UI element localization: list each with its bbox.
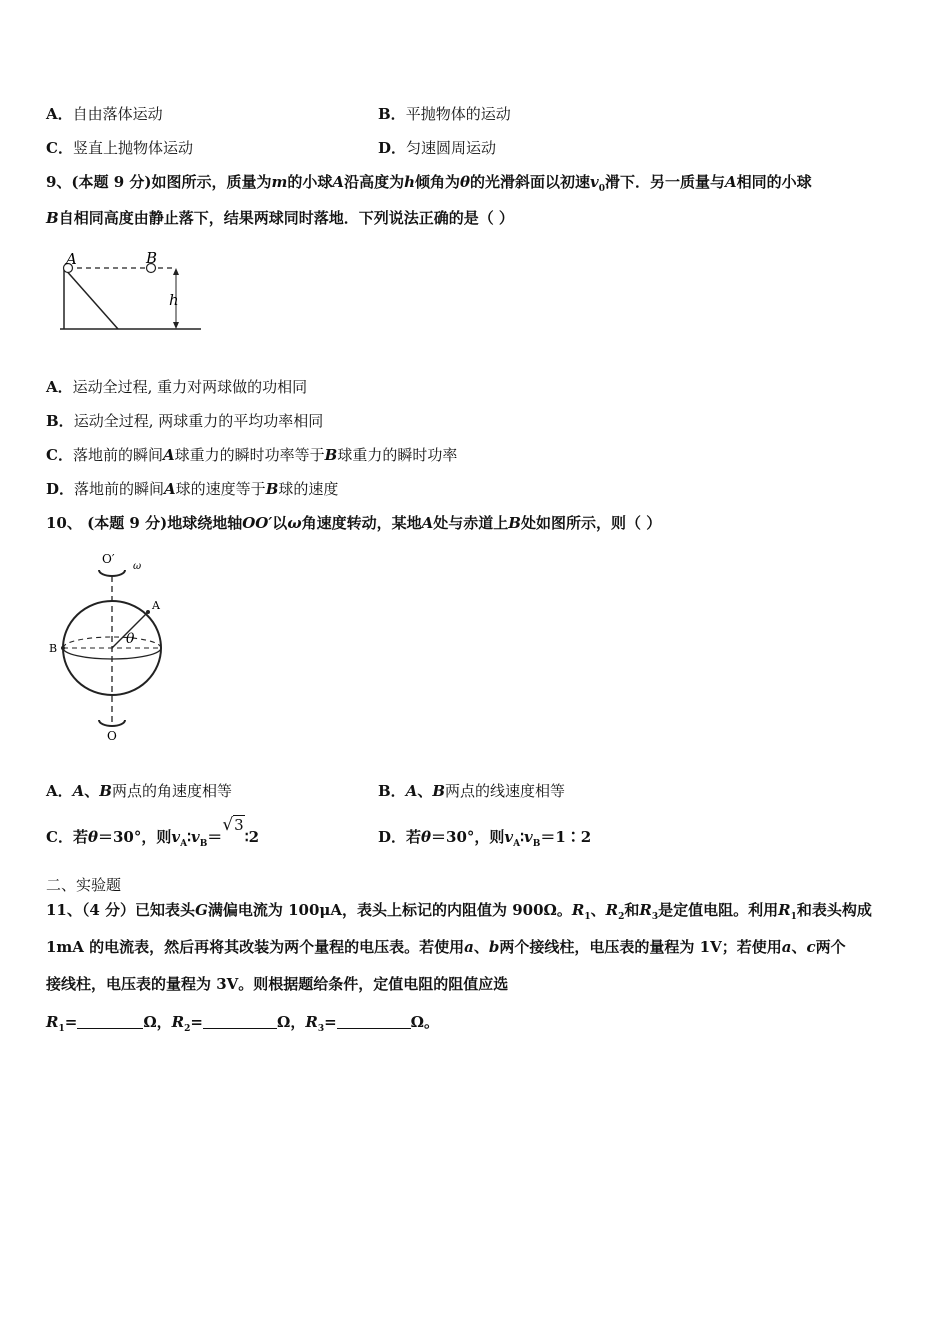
q8-option-c: C．竖直上抛物体运动 [46, 139, 193, 157]
q11-answer-blanks: $R_1= \Omega$，$R_2= \Omega$，$R_3= \Omega$。 [46, 1013, 440, 1034]
q9-stem-line2: B自相同高度由静止落下，结果两球同时落地．下列说法正确的是（ ） [46, 209, 514, 227]
q10-stem: 10、 (本题 9 分)地球绕地轴OO′以ω角速度转动，某地A处与赤道上B处如图所示，则（ ） [46, 514, 662, 532]
q10-option-a: A．A、B两点的角速度相等 [46, 782, 232, 800]
q9-label-h: h [169, 291, 179, 309]
q9-option-c: C．落地前的瞬间A球重力的瞬时功率等于B球重力的瞬时功率 [46, 446, 458, 464]
q10-label-a: A [152, 599, 160, 612]
r3-answer-blank[interactable] [337, 1014, 411, 1029]
section-title-experiment: 二、实验题 [46, 876, 122, 894]
q9-label-a: A [66, 250, 77, 268]
q9-option-d: D．落地前的瞬间A球的速度等于B球的速度 [46, 480, 339, 498]
q8-option-a: A．自由落体运动 [46, 105, 163, 123]
q10-top-rotation-arrow [99, 570, 125, 576]
q10-label-o-bottom: O [107, 729, 117, 743]
q10-label-o-top: O′ [102, 552, 115, 566]
r2-answer-blank[interactable] [203, 1014, 277, 1029]
q9-label-b: B [146, 249, 158, 267]
q9-incline-figure [56, 248, 206, 334]
q10-label-theta: θ [126, 631, 135, 647]
r1-answer-blank[interactable] [77, 1014, 143, 1029]
q10-sqrt3: √3 [222, 815, 244, 835]
q8-option-d: D．匀速圆周运动 [378, 139, 497, 157]
q10-point-b [61, 646, 65, 650]
q9-option-b: B．运动全过程, 两球重力的平均功率相同 [46, 412, 324, 430]
q10-option-b: B．A、B两点的线速度相等 [378, 782, 566, 800]
q9-option-a: A．运动全过程, 重力对两球做的功相同 [46, 378, 308, 396]
q10-label-b: B [49, 642, 58, 655]
q10-earth-figure [44, 548, 174, 746]
q11-line1: 11、（4 分）已知表头G满偏电流为 100μA，表头上标记的内阻值为 900Ω。$R_1$、$R_2$和$R_3$是定值电阻。利用$R_1$和表头构成 [46, 901, 872, 922]
q11-line3: 接线柱，电压表的量程为 3V。则根据题给条件，定值电阻的阻值应选 [46, 975, 509, 993]
q9-arrow-head-top [173, 268, 179, 275]
q11-line2: 1mA 的电流表，然后再将其改装为两个量程的电压表。若使用a、b两个接线柱，电压表的量程为 1V；若使用a、c两个 [46, 938, 846, 956]
q9-stem-line1: 9、(本题 9 分)如图所示，质量为m的小球A沿高度为h倾角为θ的光滑斜面以初速$v_0$滑下．另一质量与A相同的小球 [46, 173, 812, 194]
q10-label-omega: ω [133, 561, 142, 572]
q10-option-d: D．若θ＝30°，则$v_A∶v_B=1∶2$ [378, 828, 592, 849]
q9-arrow-head-bottom [173, 322, 179, 329]
q10-point-a [146, 610, 150, 614]
q8-option-b: B．平抛物体的运动 [378, 105, 511, 123]
q9-incline-slope [64, 268, 118, 329]
q10-option-c: C．若θ＝30°，则$v_A∶v_B=√3∶2$ [46, 815, 260, 849]
